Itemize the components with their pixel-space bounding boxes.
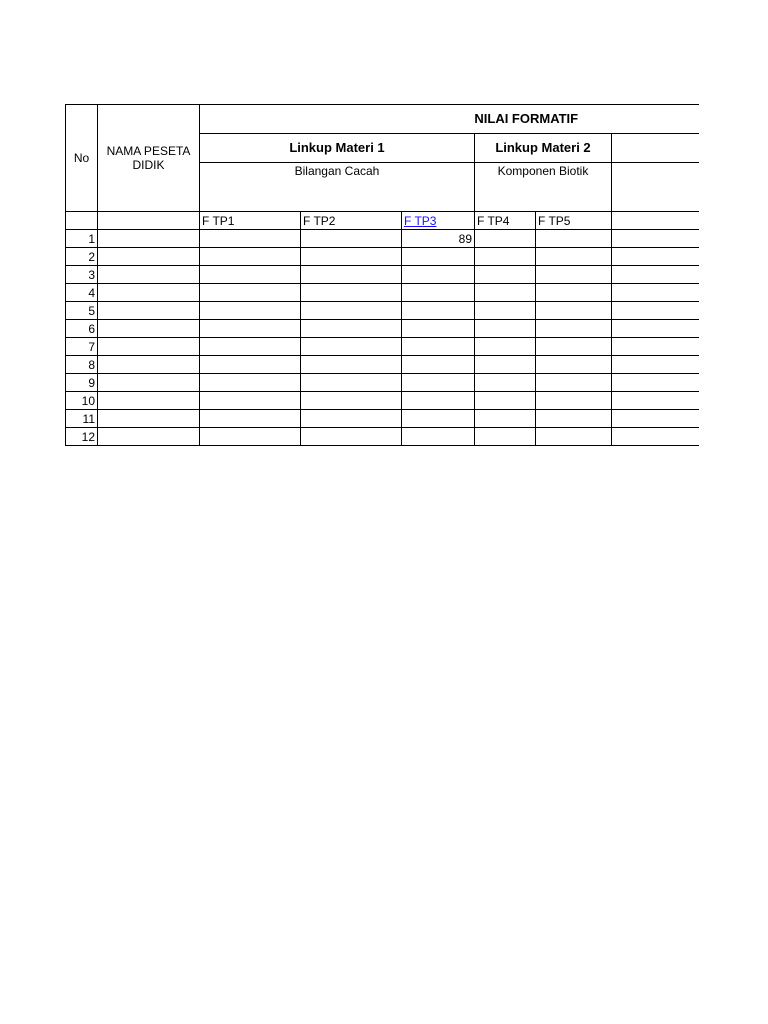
extra-cell[interactable] xyxy=(612,356,699,374)
no-header-cell[interactable] xyxy=(66,105,98,212)
row-number-cell[interactable]: 12 xyxy=(66,428,98,446)
score-cell-ftp4[interactable] xyxy=(475,428,536,446)
score-cell-ftp2[interactable] xyxy=(301,230,402,248)
table-row xyxy=(66,338,699,356)
score-cell-ftp2[interactable] xyxy=(301,338,402,356)
table-row xyxy=(66,410,699,428)
score-cell-ftp2[interactable] xyxy=(301,284,402,302)
column-header-no-blank[interactable] xyxy=(66,212,98,230)
table-row xyxy=(66,374,699,392)
name-header-cell[interactable] xyxy=(98,105,200,212)
score-cell-ftp2[interactable] xyxy=(301,356,402,374)
student-name-cell[interactable] xyxy=(98,374,200,392)
extra-cell[interactable] xyxy=(612,428,699,446)
score-cell-ftp3[interactable] xyxy=(402,410,475,428)
scope-3-title-cell[interactable] xyxy=(612,134,699,163)
row-number-cell[interactable]: 6 xyxy=(66,320,98,338)
score-cell-ftp4[interactable] xyxy=(475,248,536,266)
score-cell-ftp1[interactable] xyxy=(200,374,301,392)
extra-cell[interactable] xyxy=(612,266,699,284)
score-cell-ftp2[interactable] xyxy=(301,392,402,410)
extra-cell[interactable] xyxy=(612,230,699,248)
score-cell-ftp5[interactable] xyxy=(536,284,612,302)
table-row xyxy=(66,248,699,266)
column-header-ftp4[interactable]: F TP4 xyxy=(475,212,536,230)
scope-2-subtitle: Komponen Biotik xyxy=(497,164,589,178)
column-header-ftp5[interactable]: F TP5 xyxy=(536,212,612,230)
extra-cell[interactable] xyxy=(612,374,699,392)
score-cell-ftp1[interactable] xyxy=(200,320,301,338)
row-number-cell[interactable]: 1 xyxy=(66,230,98,248)
score-cell-ftp4[interactable] xyxy=(475,320,536,338)
score-cell-ftp5[interactable] xyxy=(536,410,612,428)
column-header-ftp3-cell[interactable] xyxy=(402,212,475,230)
score-cell-ftp4[interactable] xyxy=(475,338,536,356)
score-cell-ftp4[interactable] xyxy=(475,284,536,302)
score-cell-ftp3[interactable] xyxy=(402,374,475,392)
score-cell-ftp1[interactable] xyxy=(200,356,301,374)
table-row xyxy=(66,266,699,284)
score-cell-ftp3[interactable]: 89 xyxy=(402,230,475,248)
row-number-cell[interactable]: 5 xyxy=(66,302,98,320)
table-row xyxy=(66,302,699,320)
student-name-cell[interactable] xyxy=(98,428,200,446)
score-cell-ftp4[interactable] xyxy=(475,356,536,374)
score-cell-ftp3[interactable] xyxy=(402,302,475,320)
row-number-cell[interactable]: 10 xyxy=(66,392,98,410)
student-name-cell[interactable] xyxy=(98,410,200,428)
row-number-cell[interactable]: 9 xyxy=(66,374,98,392)
column-header-extra[interactable] xyxy=(612,212,699,230)
row-number-cell[interactable]: 4 xyxy=(66,284,98,302)
extra-cell[interactable] xyxy=(612,284,699,302)
student-name-cell[interactable] xyxy=(98,284,200,302)
student-name-cell[interactable] xyxy=(98,338,200,356)
scope-3-subtitle-cell[interactable] xyxy=(612,163,699,212)
score-cell-ftp3[interactable] xyxy=(402,356,475,374)
scope-2-subtitle-cell[interactable] xyxy=(475,163,612,212)
score-cell-ftp3[interactable] xyxy=(402,392,475,410)
score-cell-ftp5[interactable] xyxy=(536,266,612,284)
score-cell-ftp3[interactable] xyxy=(402,338,475,356)
student-name-cell[interactable] xyxy=(98,320,200,338)
row-number-cell[interactable]: 11 xyxy=(66,410,98,428)
score-cell-ftp3[interactable] xyxy=(402,266,475,284)
score-cell-ftp3[interactable] xyxy=(402,320,475,338)
scope-1-subtitle: Bilangan Cacah xyxy=(294,164,380,178)
scope-1-subtitle-cell[interactable] xyxy=(200,163,475,212)
score-cell-ftp5[interactable] xyxy=(536,338,612,356)
score-cell-ftp2[interactable] xyxy=(301,428,402,446)
score-cell-ftp5[interactable] xyxy=(536,248,612,266)
score-cell-ftp2[interactable] xyxy=(301,266,402,284)
extra-cell[interactable] xyxy=(612,392,699,410)
score-cell-ftp3[interactable] xyxy=(402,248,475,266)
table-row xyxy=(66,428,699,446)
score-cell-ftp4[interactable] xyxy=(475,266,536,284)
score-cell-ftp1[interactable] xyxy=(200,428,301,446)
score-cell-ftp1[interactable] xyxy=(200,338,301,356)
score-cell-ftp2[interactable] xyxy=(301,374,402,392)
score-cell-ftp3[interactable] xyxy=(402,428,475,446)
score-cell-ftp5[interactable] xyxy=(536,356,612,374)
column-header-ftp2[interactable]: F TP2 xyxy=(301,212,402,230)
row-number-cell[interactable]: 7 xyxy=(66,338,98,356)
column-header-ftp1[interactable]: F TP1 xyxy=(200,212,301,230)
student-name-cell[interactable] xyxy=(98,392,200,410)
scope-1-title: Linkup Materi 1 xyxy=(289,140,385,155)
student-name-cell[interactable] xyxy=(98,302,200,320)
scope-2-title: Linkup Materi 2 xyxy=(495,140,591,155)
score-cell-ftp2[interactable] xyxy=(301,320,402,338)
scope-2-title-cell[interactable] xyxy=(475,134,612,163)
column-header-ftp3-link[interactable]: F TP3 xyxy=(404,213,437,228)
column-header-row xyxy=(66,212,699,230)
score-cell-ftp5[interactable] xyxy=(536,374,612,392)
table-row xyxy=(66,230,699,248)
sheet-header xyxy=(66,105,699,230)
sheet-body xyxy=(66,230,699,446)
scope-1-title-cell[interactable] xyxy=(200,134,475,163)
score-cell-ftp2[interactable] xyxy=(301,302,402,320)
score-cell-ftp3[interactable] xyxy=(402,284,475,302)
extra-cell[interactable] xyxy=(612,302,699,320)
column-header-name-blank[interactable] xyxy=(98,212,200,230)
student-name-cell[interactable] xyxy=(98,248,200,266)
grade-sheet xyxy=(65,104,699,446)
score-cell-ftp5[interactable] xyxy=(536,320,612,338)
table-row xyxy=(66,320,699,338)
score-cell-ftp1[interactable] xyxy=(200,302,301,320)
extra-cell[interactable] xyxy=(612,410,699,428)
score-cell-ftp4[interactable] xyxy=(475,392,536,410)
score-cell-ftp5[interactable] xyxy=(536,392,612,410)
score-cell-ftp5[interactable] xyxy=(536,428,612,446)
score-cell-ftp5[interactable] xyxy=(536,230,612,248)
score-cell-ftp4[interactable] xyxy=(475,374,536,392)
score-cell-ftp1[interactable] xyxy=(200,410,301,428)
formative-group-header: NILAI FORMATIF xyxy=(474,111,579,126)
score-cell-ftp5[interactable] xyxy=(536,302,612,320)
score-cell-ftp2[interactable] xyxy=(301,248,402,266)
table-row xyxy=(66,356,699,374)
table-row xyxy=(66,284,699,302)
score-cell-ftp2[interactable] xyxy=(301,410,402,428)
extra-cell[interactable] xyxy=(612,338,699,356)
score-cell-ftp4[interactable] xyxy=(475,302,536,320)
student-name-cell[interactable] xyxy=(98,230,200,248)
student-name-cell[interactable] xyxy=(98,266,200,284)
table-row xyxy=(66,392,699,410)
score-cell-ftp1[interactable] xyxy=(200,284,301,302)
no-header: No xyxy=(73,151,90,165)
score-cell-ftp1[interactable] xyxy=(200,392,301,410)
score-cell-ftp4[interactable] xyxy=(475,410,536,428)
score-cell-ftp1[interactable] xyxy=(200,230,301,248)
formative-group-header-cell[interactable] xyxy=(200,105,699,134)
student-name-cell[interactable] xyxy=(98,356,200,374)
score-cell-ftp4[interactable] xyxy=(475,230,536,248)
row-number-cell[interactable]: 8 xyxy=(66,356,98,374)
score-cell-ftp1[interactable] xyxy=(200,248,301,266)
row-number-cell[interactable]: 2 xyxy=(66,248,98,266)
row-number-cell[interactable]: 3 xyxy=(66,266,98,284)
extra-cell[interactable] xyxy=(612,248,699,266)
extra-cell[interactable] xyxy=(612,320,699,338)
name-header: NAMA PESETA DIDIK xyxy=(106,144,191,172)
score-cell-ftp1[interactable] xyxy=(200,266,301,284)
